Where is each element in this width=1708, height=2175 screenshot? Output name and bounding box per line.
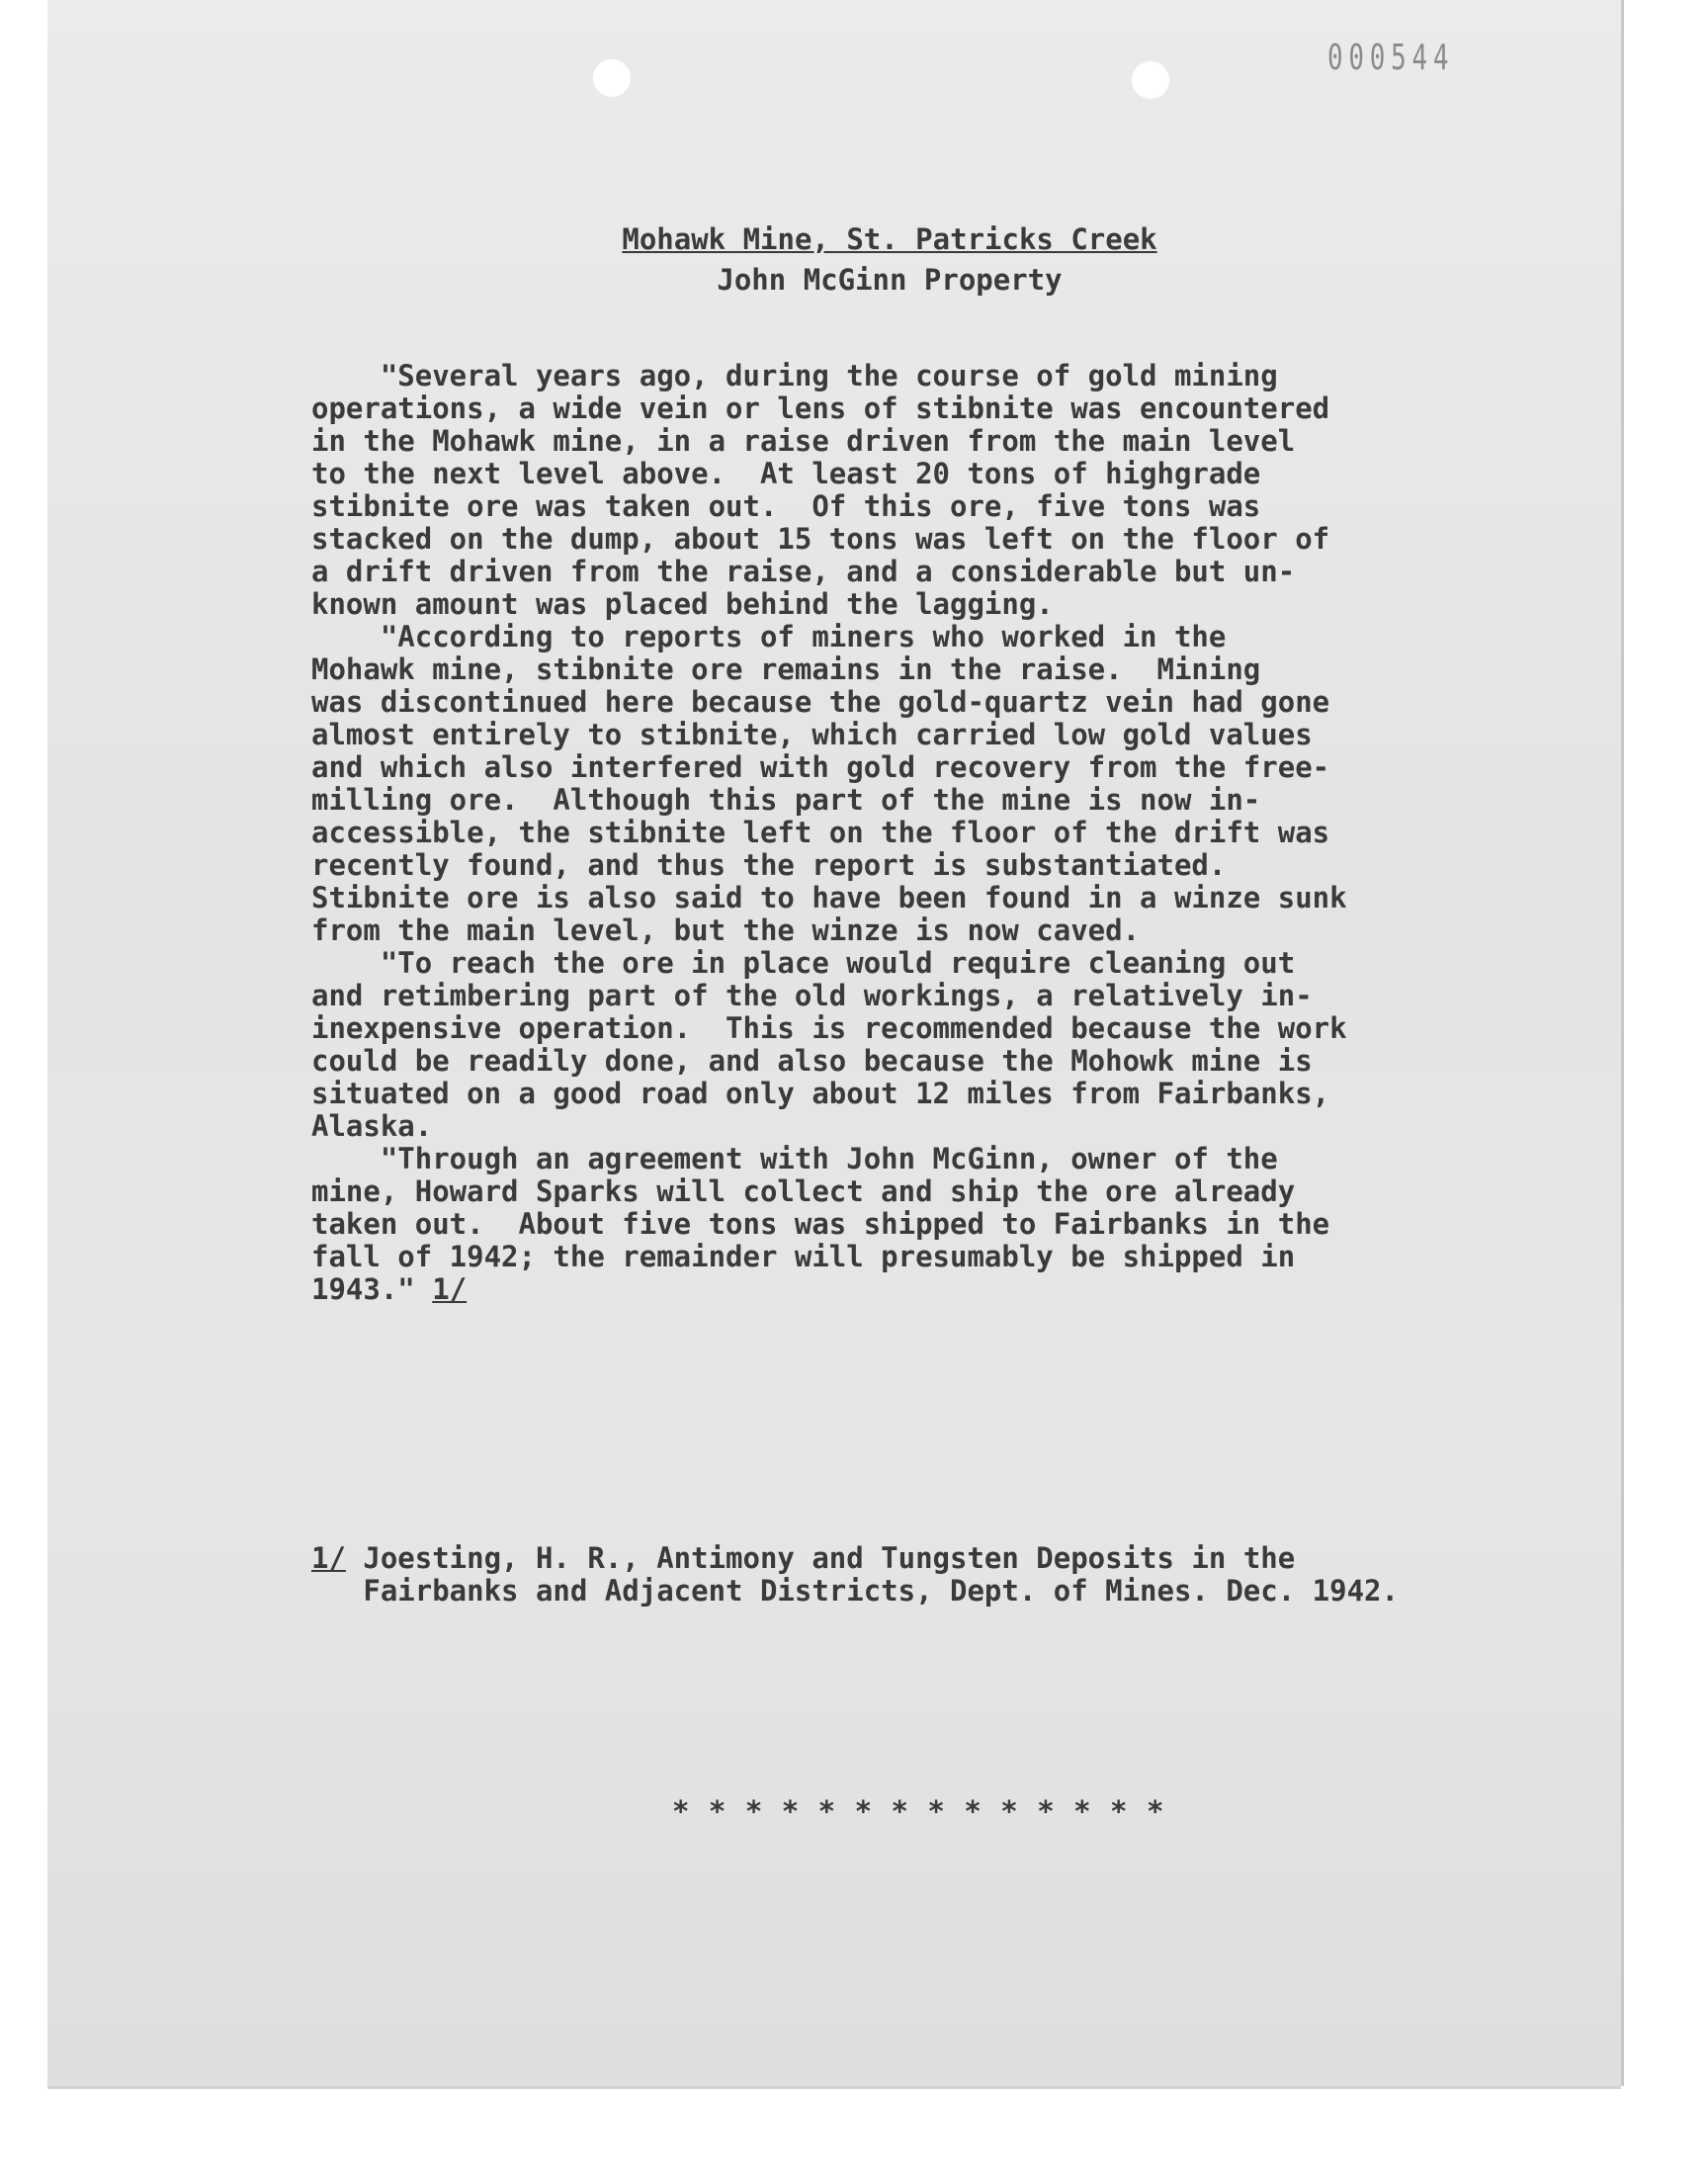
footnote-reference: 1/ xyxy=(432,1272,468,1306)
body-line: situated on a good road only about 12 miles from Fairbanks, xyxy=(311,1077,1330,1110)
body-line: "Through an agreement with John McGinn, owner of the xyxy=(311,1142,1278,1175)
body-line: milling ore. Although this part of the mine is now in- xyxy=(311,783,1261,817)
body-line: from the main level, but the winze is now caved. xyxy=(311,914,1141,947)
body-line: could be readily done, and also because the Mohowk mine is xyxy=(311,1044,1313,1078)
body-line: and retimbering part of the old workings, a relatively in- xyxy=(311,979,1313,1012)
body-line-text: 1943." xyxy=(311,1272,433,1306)
footnote-text-line2: Fairbanks and Adjacent Districts, Dept. of Mines. Dec. 1942. xyxy=(311,1574,1399,1608)
document-title: Mohawk Mine, St. Patricks Creek xyxy=(622,222,1157,256)
body-line: was discontinued here because the gold-quartz vein had gone xyxy=(311,685,1330,719)
body-line-last xyxy=(311,1273,1557,1306)
footnote-marker: 1/ xyxy=(311,1541,346,1575)
separator-asterisks: * * * * * * * * * * * * * * xyxy=(672,1794,1165,1828)
body-line: in the Mohawk mine, in a raise driven from the main level xyxy=(311,424,1296,458)
body-line: a drift driven from the raise, and a considerable but un- xyxy=(311,555,1296,588)
body-line: to the next level above. At least 20 tons of highgrade xyxy=(311,457,1261,490)
footnote-text-line1: Joesting, H. R., Antimony and Tungsten Deposits in the xyxy=(345,1541,1296,1575)
body-line: operations, a wide vein or lens of stibnite was encountered xyxy=(311,392,1330,425)
body-line: recently found, and thus the report is substantiated. xyxy=(311,848,1227,882)
body-line: fall of 1942; the remainder will presumably be shipped in xyxy=(311,1240,1296,1273)
body-line: and which also interfered with gold recovery from the free- xyxy=(311,750,1330,784)
body-line: stacked on the dump, about 15 tons was left on the floor of xyxy=(311,522,1330,556)
footnote xyxy=(311,1542,1596,1608)
page-stamp-number: 000544 xyxy=(1327,38,1455,78)
punch-hole-right xyxy=(1132,61,1169,99)
document-subtitle: John McGinn Property xyxy=(717,263,1063,297)
body-line: "According to reports of miners who worked in the xyxy=(311,620,1227,653)
body-line: inexpensive operation. This is recommended because the work xyxy=(311,1011,1347,1045)
body-line: stibnite ore was taken out. Of this ore, five tons was xyxy=(311,489,1261,523)
body-line: known amount was placed behind the lagging. xyxy=(311,587,1054,621)
body-line: taken out. About five tons was shipped to Fairbanks in the xyxy=(311,1207,1330,1241)
body-line: "Several years ago, during the course of gold mining xyxy=(311,359,1278,392)
body-line: "To reach the ore in place would require cleaning out xyxy=(311,946,1296,980)
body-line: Alaska. xyxy=(311,1109,433,1143)
body-text xyxy=(311,360,1557,1306)
body-line: Mohawk mine, stibnite ore remains in the raise. Mining xyxy=(311,652,1261,686)
body-line: almost entirely to stibnite, which carried low gold values xyxy=(311,718,1313,751)
punch-hole-left xyxy=(593,59,631,97)
body-line: Stibnite ore is also said to have been found in a winze sunk xyxy=(311,881,1347,914)
body-line: accessible, the stibnite left on the floor of the drift was xyxy=(311,816,1330,849)
footnote-line xyxy=(311,1542,1596,1575)
body-line: mine, Howard Sparks will collect and ship the ore already xyxy=(311,1174,1296,1208)
